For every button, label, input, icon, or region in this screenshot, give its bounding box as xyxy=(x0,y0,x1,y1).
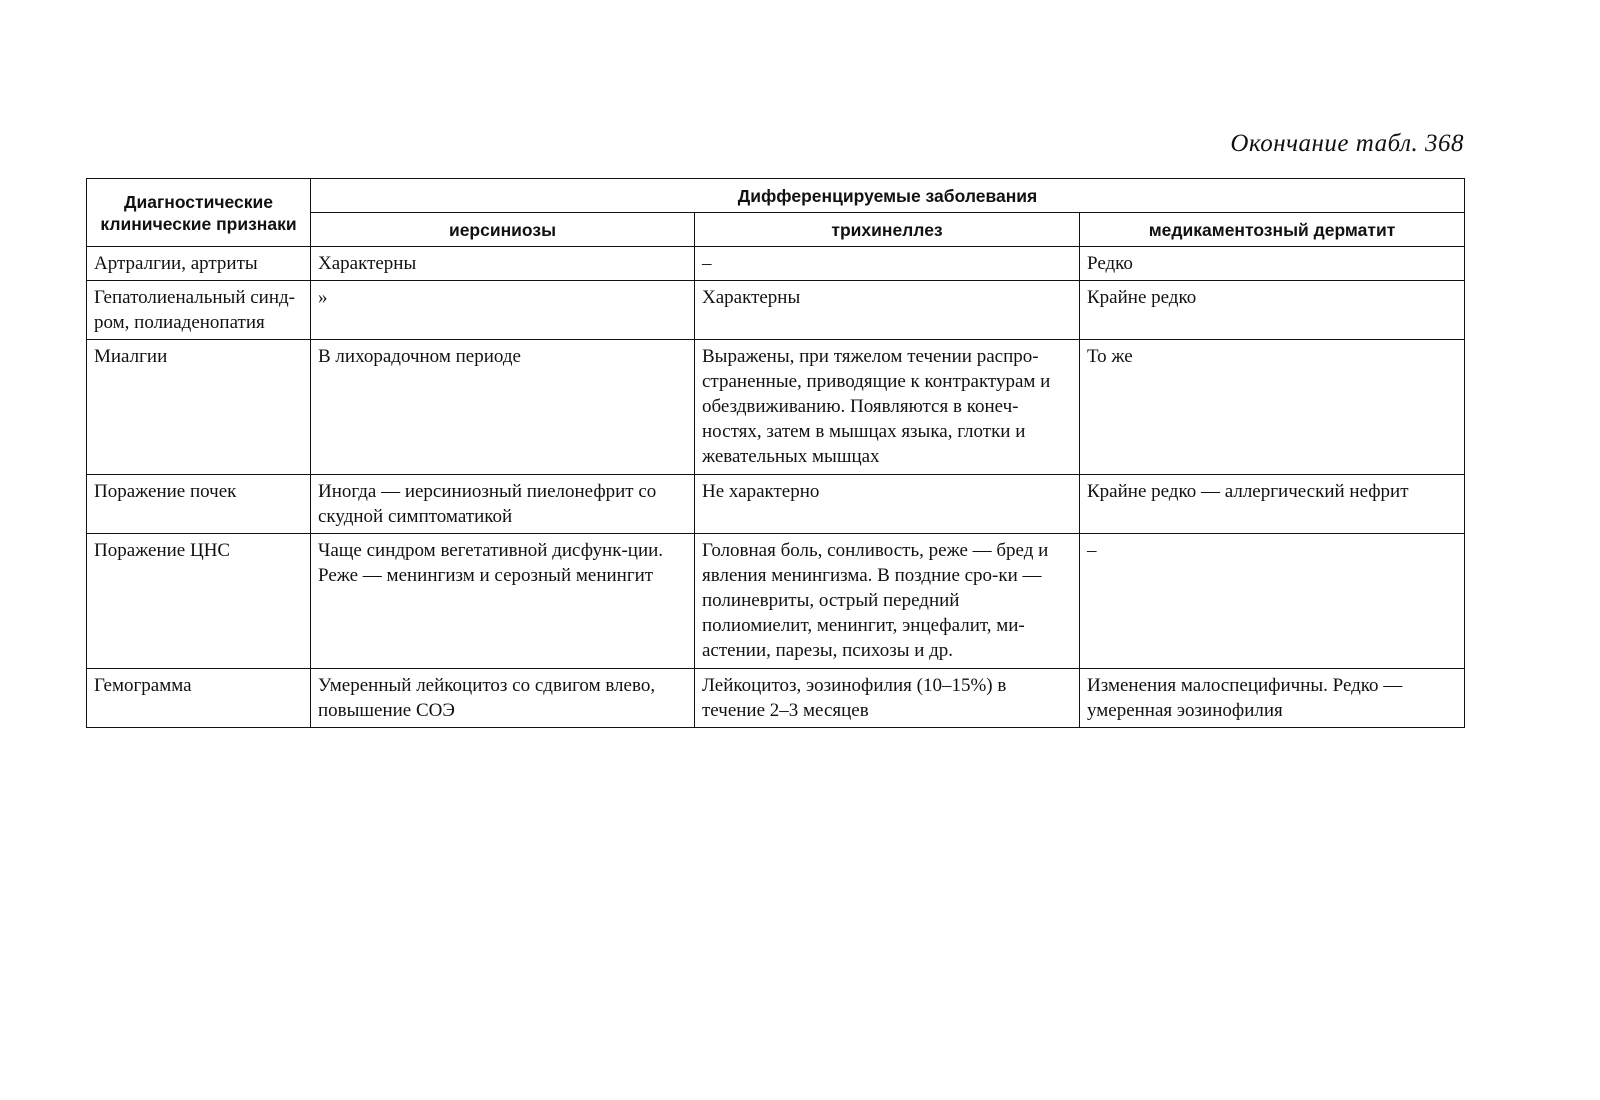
sign-cell: Гемограмма xyxy=(87,669,311,728)
table-cell: Головная боль, сонливость, реже — бред и явления менингизма. В поздние сро-ки — полиневриты, острый передний полиомиелит, менингит, энцефалит, ми-астении, парезы, психозы и др. xyxy=(695,534,1080,669)
table-cell: Редко xyxy=(1080,247,1465,281)
table-cell: Иногда — иерсиниозный пиелонефрит со скудной симптоматикой xyxy=(311,475,695,534)
table-cell: Изменения малоспецифичны. Редко — умеренная эозинофилия xyxy=(1080,669,1465,728)
table-cell: То же xyxy=(1080,340,1465,475)
table-cell: Лейкоцитоз, эозинофилия (10–15%) в течение 2–3 месяцев xyxy=(695,669,1080,728)
table-cell: Умеренный лейкоцитоз со сдвигом влево, повышение СОЭ xyxy=(311,669,695,728)
table-row xyxy=(87,669,1465,728)
sign-cell: Гепатолиенальный синд-ром, полиаденопатия xyxy=(87,281,311,340)
table-row xyxy=(87,534,1465,669)
table-cell: Не характерно xyxy=(695,475,1080,534)
table-row xyxy=(87,247,1465,281)
sign-cell: Артралгии, артриты xyxy=(87,247,311,281)
column-header-yersiniosis: иерсиниозы xyxy=(311,213,695,247)
column-header-drug-dermatitis: медикаментозный дерматит xyxy=(1080,213,1465,247)
table-row xyxy=(87,340,1465,475)
sign-cell: Миалгии xyxy=(87,340,311,475)
sign-cell: Поражение почек xyxy=(87,475,311,534)
table-cell: В лихорадочном периоде xyxy=(311,340,695,475)
table-cell: Крайне редко — аллергический нефрит xyxy=(1080,475,1465,534)
group-header-cell: Дифференцируемые заболевания xyxy=(311,179,1465,213)
differential-diagnosis-table xyxy=(86,178,1465,728)
table-cell: » xyxy=(311,281,695,340)
table-cell: Крайне редко xyxy=(1080,281,1465,340)
table-cell: – xyxy=(1080,534,1465,669)
table-row xyxy=(87,281,1465,340)
sign-cell: Поражение ЦНС xyxy=(87,534,311,669)
table-cell: Характерны xyxy=(695,281,1080,340)
header-row-top xyxy=(87,179,1465,213)
table-caption: Окончание табл. 368 xyxy=(1230,130,1464,157)
column-header-trichinellosis: трихинеллез xyxy=(695,213,1080,247)
table-cell: Выражены, при тяжелом течении распро-страненные, приводящие к контрактурам и обездвиживанию. Появляются в конеч-ностях, затем в мышцах языка, глотки и жевательных мышцах xyxy=(695,340,1080,475)
table-row xyxy=(87,475,1465,534)
table-cell: – xyxy=(695,247,1080,281)
row-header-cell: Диагностические клинические признаки xyxy=(87,179,311,247)
table-cell: Чаще синдром вегетативной дисфунк-ции. Реже — менингизм и серозный менингит xyxy=(311,534,695,669)
table-cell: Характерны xyxy=(311,247,695,281)
